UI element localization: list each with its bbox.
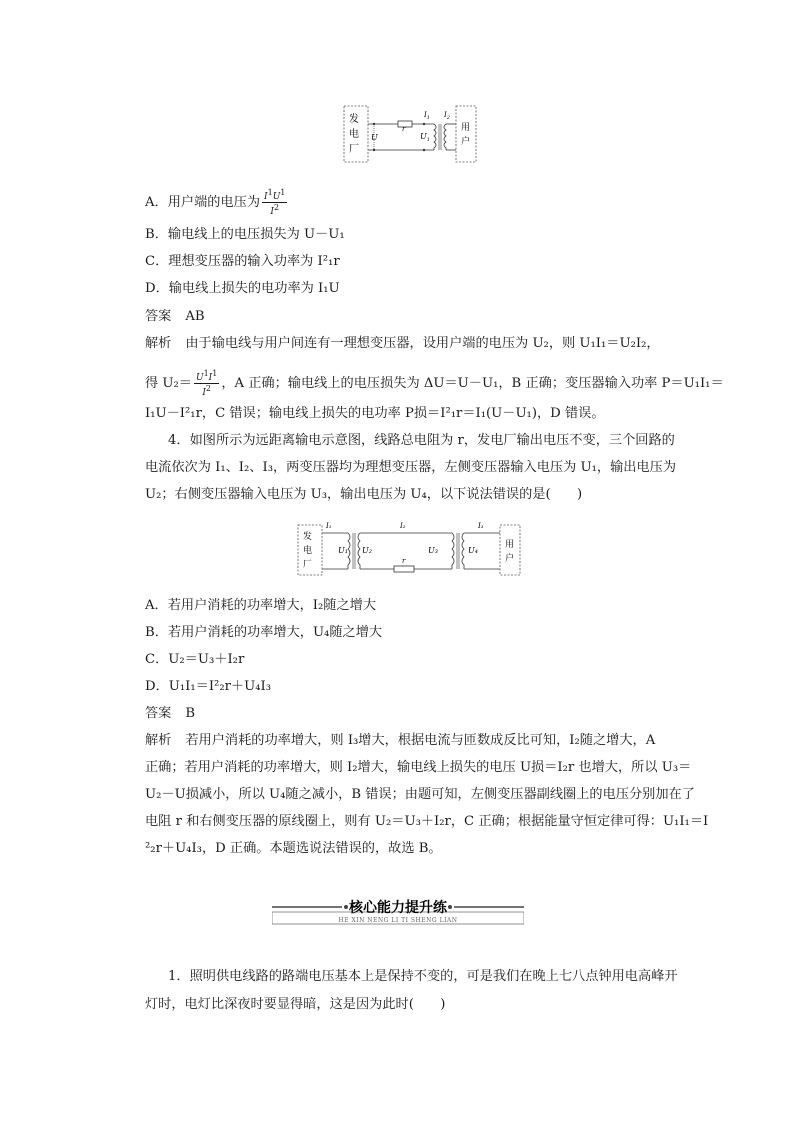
fig2-U4-label: U₄	[468, 546, 478, 555]
q3-option-b: B．输电线上的电压损失为 U－U₁	[145, 227, 345, 242]
q4-explanation-line-3: U₂－U损减小，所以 U₄随之减小，B 错误；由题可知，左侧变压器副线圈上的电压分别加在了	[145, 787, 695, 802]
q4-exp-text-1: 若用户消耗的功率增大，则 I₃增大，根据电流与匝数成反比可知，I₂随之增大，A	[185, 733, 656, 748]
fig2-generator-char-3: 厂	[303, 560, 313, 570]
fig2-U2-label: U₂	[362, 546, 372, 555]
q4-stem-line-3: U₂；右侧变压器输入电压为 U₃，输出电压为 U₄，以下说法错误的是( )	[145, 487, 583, 502]
q3-option-c: C．理想变压器的输入功率为 I²₁r	[145, 254, 340, 269]
q4-answer-label: 答案	[145, 706, 172, 721]
fig2-transformer-right-primary	[452, 533, 454, 569]
q3-answer-label: 答案	[145, 309, 172, 324]
fig1-generator-char-3: 厂	[349, 144, 359, 155]
q3-exp-label: 解析	[145, 336, 172, 351]
fig2-I3-label: I₃	[478, 522, 484, 530]
fig1-generator-char-2: 电	[349, 129, 359, 140]
q4-explanation-line-4: 电阻 r 和右侧变压器的原线圈上，则有 U₂＝U₃＋I₂r，C 正确；根据能量守恒定律可得：U₁I₁＝I	[145, 814, 709, 829]
q1-stem-line-1: 1．照明供电线路的路端电压基本上是保持不变的，可是我们在晚上七八点钟用电高峰开	[168, 969, 678, 984]
fig1-user-char-1: 用	[461, 123, 471, 133]
q3-exp-text-2a: 得 U₂＝	[145, 376, 192, 391]
q4-answer-value: B	[185, 706, 196, 721]
fig2-I2-label: I₂	[400, 522, 406, 530]
q4-option-d: D．U₁I₁＝I²₂r＋U₄I₃	[145, 679, 272, 694]
q4-exp-label: 解析	[145, 733, 172, 748]
q3-option-a	[145, 188, 289, 217]
fig1-generator-char-1: 发	[349, 114, 359, 125]
fig1-I2-label: $I_2$	[444, 111, 450, 121]
section-banner	[272, 895, 524, 929]
fig1-U-label: U	[371, 133, 378, 142]
q3-exp-fraction: $\frac{U^1I^1}{I^2}$	[195, 369, 218, 398]
fig1-transformer-secondary	[444, 124, 446, 150]
fig2-user-char-2: 户	[505, 554, 515, 564]
fig2-I1-label: I₁	[326, 522, 332, 530]
q3-option-d: D．输电线上损失的电功率为 I₁U	[145, 281, 340, 296]
q1-stem-line-2: 灯时，电灯比深夜时要显得暗，这是因为此时( )	[145, 997, 446, 1012]
q4-stem-line-2: 电流依次为 I₁、I₂、I₃，两变压器均为理想变压器，左侧变压器输入电压为 U₁，输出电压为	[145, 460, 677, 475]
q3-explanation-line-2	[145, 369, 724, 398]
fig2-U3-label: U₃	[428, 546, 438, 555]
fig2-U1-label: U₁	[338, 546, 348, 555]
q4-option-b: B．若用户消耗的功率增大，U₄随之增大	[145, 625, 383, 640]
fig1-user-char-2: 户	[461, 137, 471, 147]
q3-exp-text-1: 由于输电线与用户间连有一理想变压器，设用户端的电压为 U₂，则 U₁I₁＝U₂I₂，	[185, 336, 660, 351]
q4-option-c: C．U₂＝U₃＋I₂r	[145, 652, 245, 667]
figure-2-transmission-circuit	[296, 517, 524, 579]
q4-stem-line-1: 4．如图所示为远距离输电示意图，线路总电阻为 r，发电厂输出电压不变，三个回路的	[168, 433, 675, 448]
q3-answer-value: AB	[185, 309, 205, 324]
q3-option-a-prefix: A．用户端的电压为	[145, 195, 261, 210]
q4-explanation-line-2: 正确；若用户消耗的功率增大，则 I₂增大，输电线上损失的电压 U损＝I₂r 也增大，所以 U₃＝	[145, 760, 692, 775]
fig2-transformer-right-secondary	[462, 533, 464, 569]
fig1-transformer-primary	[434, 124, 436, 150]
figure-1-circuit	[340, 102, 480, 164]
q3-option-a-fraction: $\frac{I^1U^1}{I^2}$	[264, 188, 286, 217]
q4-explanation-line-1	[145, 732, 655, 750]
fig2-r-label: r	[402, 557, 406, 565]
fig2-resistor	[394, 566, 414, 572]
fig2-transformer-left-primary	[348, 533, 350, 569]
q3-answer	[145, 308, 205, 326]
fig2-generator-char-1: 发	[303, 532, 313, 542]
fig1-I1-label: $I_1$	[424, 111, 430, 121]
fig2-generator-char-2: 电	[303, 546, 313, 556]
q4-answer	[145, 705, 195, 723]
q4-option-a: A．若用户消耗的功率增大，I₂随之增大	[145, 598, 377, 613]
fig2-user-box	[500, 525, 520, 575]
fig1-U1-label: $U_1$	[420, 132, 430, 143]
fig2-transformer-left-secondary	[358, 533, 360, 569]
section-title: 核心能力提升练	[349, 900, 447, 916]
q3-explanation-line-3: I₁U－I²₁r，C 错误；输电线上损失的电功率 P损＝I²₁r＝I₁(U－U₁)，D 错误。	[145, 406, 605, 421]
fig2-user-char-1: 用	[505, 540, 515, 550]
q3-exp-text-2b: ，A 正确；输电线上的电压损失为 ΔU＝U－U₁，B 正确；变压器输入功率 P＝U₁I₁＝	[221, 376, 724, 391]
q4-explanation-line-5: ²₂r＋U₄I₃，D 正确。本题选说法错误的，故选 B。	[145, 841, 442, 856]
q3-explanation-line-1	[145, 335, 660, 353]
section-pinyin: HE XIN NENG LI TI SHENG LIAN	[338, 917, 458, 924]
fig1-user-box	[456, 106, 476, 162]
fig1-r-label: r	[402, 125, 406, 133]
